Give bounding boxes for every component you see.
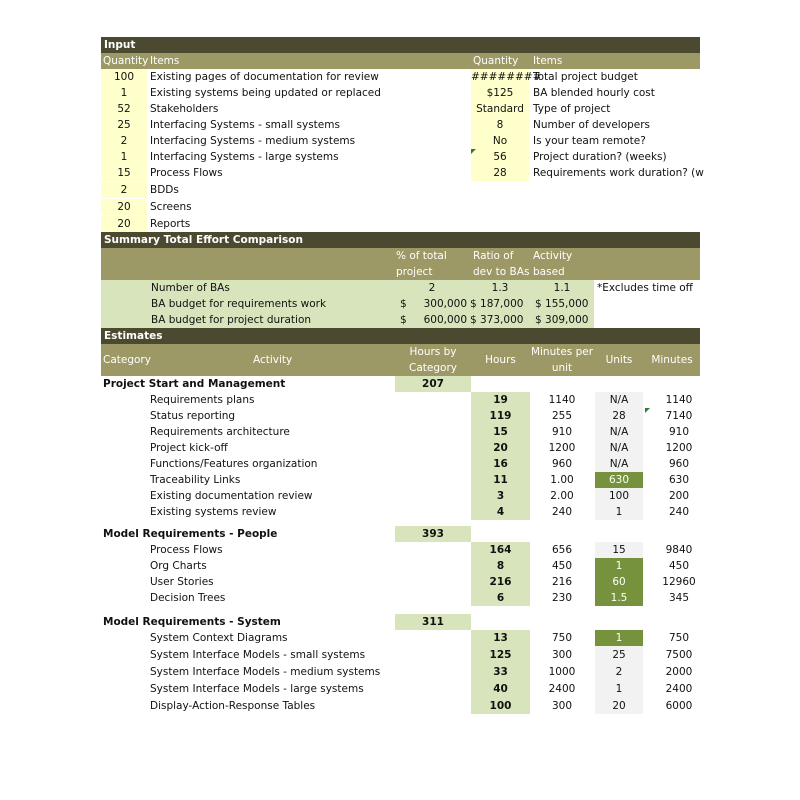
minutes-cell: 630 <box>668 474 690 486</box>
input-right-quantity-cell[interactable]: No <box>471 133 529 149</box>
estimates-activity-header: Activity <box>253 354 293 366</box>
input-right-item-label: Project duration? (weeks) <box>533 151 667 163</box>
comment-indicator <box>471 149 476 154</box>
units-cell[interactable]: N/A <box>609 458 629 470</box>
units-cell[interactable]: 1.5 <box>595 590 643 606</box>
input-right-quantity-cell[interactable]: $125 <box>471 85 529 101</box>
input-right-item-label: Number of developers <box>533 119 651 131</box>
units-cell[interactable]: 2 <box>615 666 623 678</box>
summary-col3-header-line1: Activity <box>533 250 573 262</box>
input-quantity-cell[interactable]: 1 <box>101 149 147 165</box>
estimates-minutes-header: Minutes <box>651 354 693 366</box>
input-quantity-cell[interactable]: 20 <box>101 216 147 232</box>
input-quantity-cell[interactable]: 52 <box>101 101 147 117</box>
activity-label: User Stories <box>150 576 214 588</box>
units-cell[interactable]: 25 <box>612 649 626 661</box>
category-hours-total: 311 <box>395 614 471 630</box>
activity-label: Functions/Features organization <box>150 458 318 470</box>
minutes-per-unit-cell: 656 <box>551 544 573 556</box>
units-cell[interactable]: 1 <box>615 683 623 695</box>
input-right-item-label: Total project budget <box>533 71 638 83</box>
estimates-mpu-header-line1: Minutes per <box>530 346 594 358</box>
summary-value-ratio: $ 373,000 <box>470 314 524 326</box>
minutes-per-unit-cell: 2400 <box>548 683 576 695</box>
input-right-quantity-header: Quantity <box>473 55 519 67</box>
input-item-label: Existing systems being updated or replaced <box>150 87 381 99</box>
minutes-cell: 9840 <box>665 544 693 556</box>
input-right-quantity-cell[interactable]: Standard <box>471 101 529 117</box>
activity-label: Existing documentation review <box>150 490 313 502</box>
summary-col2-header-line1: Ratio of <box>473 250 514 262</box>
input-quantity-cell[interactable]: 20 <box>101 199 147 215</box>
estimates-units-header: Units <box>605 354 633 366</box>
hours-cell: 8 <box>496 560 505 572</box>
activity-label: System Interface Models - small systems <box>150 649 366 661</box>
units-cell[interactable]: N/A <box>609 394 629 406</box>
hours-cell: 119 <box>489 410 512 422</box>
units-cell[interactable]: 60 <box>595 574 643 590</box>
minutes-per-unit-cell: 216 <box>551 576 573 588</box>
category-name: Model Requirements - People <box>103 528 278 540</box>
minutes-cell: 1200 <box>665 442 693 454</box>
activity-label: Process Flows <box>150 544 223 556</box>
summary-col3-header-line2: based <box>533 266 565 278</box>
minutes-cell: 12960 <box>662 576 696 588</box>
category-name: Project Start and Management <box>103 378 286 390</box>
hours-cell: 125 <box>489 649 512 661</box>
activity-label: Decision Trees <box>150 592 226 604</box>
minutes-per-unit-cell: 1000 <box>548 666 576 678</box>
input-item-label: Interfacing Systems - medium systems <box>150 135 356 147</box>
minutes-cell: 960 <box>668 458 690 470</box>
minutes-per-unit-cell: 750 <box>551 632 573 644</box>
units-cell[interactable]: N/A <box>609 442 629 454</box>
activity-label: Status reporting <box>150 410 236 422</box>
estimates-header-row <box>101 344 700 376</box>
estimates-category-header: Category <box>103 354 151 366</box>
summary-note: *Excludes time off <box>597 282 693 294</box>
input-right-quantity-cell[interactable]: ######## <box>471 71 542 83</box>
summary-header-row <box>101 248 700 280</box>
summary-left-pad <box>101 280 148 328</box>
summary-row-label: Number of BAs <box>151 282 230 294</box>
hours-cell: 13 <box>493 632 508 644</box>
estimates-hbc-header-line1: Hours by <box>409 346 457 358</box>
summary-value-pct: 2 <box>428 282 436 294</box>
input-right-item-label: Is your team remote? <box>533 135 646 147</box>
input-quantity-cell[interactable]: 100 <box>101 69 147 85</box>
minutes-per-unit-cell: 240 <box>551 506 573 518</box>
hours-cell: 6 <box>496 592 505 604</box>
activity-label: System Interface Models - medium systems <box>150 666 381 678</box>
input-item-label: Interfacing Systems - large systems <box>150 151 339 163</box>
input-item-label: BDDs <box>150 184 179 196</box>
units-cell[interactable]: 630 <box>595 472 643 488</box>
category-hours-total: 393 <box>395 526 471 542</box>
hours-cell: 100 <box>489 700 512 712</box>
minutes-cell: 1140 <box>665 394 693 406</box>
hours-cell: 4 <box>496 506 505 518</box>
input-right-quantity-cell[interactable]: 56 <box>471 149 529 165</box>
summary-section-title: Summary Total Effort Comparison <box>101 232 700 248</box>
minutes-cell: 910 <box>668 426 690 438</box>
minutes-cell: 7500 <box>665 649 693 661</box>
units-cell[interactable]: 1 <box>595 630 643 646</box>
input-items-header: Items <box>150 55 180 67</box>
summary-row-label: BA budget for requirements work <box>151 298 327 310</box>
input-right-item-label: BA blended hourly cost <box>533 87 655 99</box>
activity-label: Display-Action-Response Tables <box>150 700 316 712</box>
hours-cell: 19 <box>493 394 508 406</box>
units-cell[interactable]: N/A <box>609 426 629 438</box>
category-name: Model Requirements - System <box>103 616 281 628</box>
minutes-per-unit-cell: 230 <box>551 592 573 604</box>
units-cell[interactable]: 20 <box>612 700 626 712</box>
input-item-label: Interfacing Systems - small systems <box>150 119 340 131</box>
minutes-per-unit-cell: 1200 <box>548 442 576 454</box>
summary-value-activity: $ 155,000 <box>535 298 589 310</box>
input-item-label: Existing pages of documentation for review <box>150 71 379 83</box>
summary-value-ratio: 1.3 <box>491 282 509 294</box>
minutes-cell: 450 <box>668 560 690 572</box>
input-right-quantity-cell[interactable]: 28 <box>471 165 529 181</box>
estimates-hours-header: Hours <box>485 354 516 366</box>
minutes-per-unit-cell: 2.00 <box>550 490 574 502</box>
input-quantity-cell[interactable]: 15 <box>101 165 147 181</box>
minutes-cell: 750 <box>668 632 690 644</box>
input-item-label: Reports <box>150 218 191 230</box>
units-cell[interactable]: 1 <box>595 558 643 574</box>
summary-value-pct: 600,000 <box>423 314 467 326</box>
comment-indicator <box>645 408 650 413</box>
input-left-header <box>101 53 471 69</box>
summary-col2-header-line2: dev to BAs <box>473 266 530 278</box>
units-cell[interactable]: 28 <box>612 410 626 422</box>
hours-cell: 33 <box>493 666 508 678</box>
minutes-cell: 2000 <box>665 666 693 678</box>
activity-label: System Context Diagrams <box>150 632 288 644</box>
activity-label: Project kick-off <box>150 442 228 454</box>
minutes-per-unit-cell: 1.00 <box>550 474 574 486</box>
input-right-item-label: Type of project <box>533 103 611 115</box>
input-right-quantity-cell[interactable]: 8 <box>471 117 529 133</box>
minutes-per-unit-cell: 255 <box>551 410 573 422</box>
hours-cell: 40 <box>493 683 508 695</box>
summary-currency: $ <box>400 298 407 310</box>
hours-cell: 11 <box>493 474 508 486</box>
input-right-header <box>471 53 700 69</box>
activity-label: System Interface Models - large systems <box>150 683 364 695</box>
summary-value-ratio: $ 187,000 <box>470 298 524 310</box>
activity-label: Org Charts <box>150 560 207 572</box>
minutes-per-unit-cell: 300 <box>551 700 573 712</box>
activity-label: Requirements plans <box>150 394 255 406</box>
estimates-hbc-header-line2: Category <box>409 362 457 374</box>
category-hours-total: 207 <box>395 376 471 392</box>
minutes-per-unit-cell: 910 <box>551 426 573 438</box>
summary-row-label: BA budget for project duration <box>151 314 312 326</box>
activity-label: Requirements architecture <box>150 426 290 438</box>
input-quantity-header: Quantity <box>103 55 149 67</box>
minutes-cell: 6000 <box>665 700 693 712</box>
summary-col1-header-line1: % of total <box>396 250 447 262</box>
minutes-cell: 200 <box>668 490 690 502</box>
input-item-label: Screens <box>150 201 192 213</box>
input-quantity-cell[interactable]: 2 <box>101 182 147 198</box>
input-quantity-cell[interactable]: 1 <box>101 85 147 101</box>
input-right-item-label: Requirements work duration? (w <box>533 167 704 179</box>
input-section-title: Input <box>101 37 700 53</box>
summary-value-activity: 1.1 <box>553 282 571 294</box>
input-quantity-cell[interactable]: 25 <box>101 117 147 133</box>
hours-cell: 20 <box>493 442 508 454</box>
estimates-section-title: Estimates <box>101 328 700 344</box>
minutes-per-unit-cell: 450 <box>551 560 573 572</box>
minutes-cell: 345 <box>668 592 690 604</box>
hours-cell: 164 <box>489 544 512 556</box>
input-item-label: Process Flows <box>150 167 223 179</box>
input-right-items-header: Items <box>533 55 563 67</box>
units-cell[interactable]: 100 <box>608 490 630 502</box>
hours-cell: 15 <box>493 426 508 438</box>
input-quantity-cell[interactable]: 2 <box>101 133 147 149</box>
hours-cell: 16 <box>493 458 508 470</box>
minutes-per-unit-cell: 300 <box>551 649 573 661</box>
summary-value-pct: 300,000 <box>423 298 467 310</box>
minutes-cell: 240 <box>668 506 690 518</box>
activity-label: Traceability Links <box>150 474 241 486</box>
activity-label: Existing systems review <box>150 506 277 518</box>
minutes-cell: 7140 <box>665 410 693 422</box>
hours-cell: 216 <box>489 576 512 588</box>
summary-col1-header-line2: project <box>396 266 433 278</box>
input-item-label: Stakeholders <box>150 103 219 115</box>
minutes-cell: 2400 <box>665 683 693 695</box>
estimates-mpu-header-line2: unit <box>551 362 573 374</box>
summary-currency: $ <box>400 314 407 326</box>
summary-value-activity: $ 309,000 <box>535 314 589 326</box>
units-cell[interactable]: 1 <box>615 506 623 518</box>
minutes-per-unit-cell: 960 <box>551 458 573 470</box>
units-cell[interactable]: 15 <box>612 544 626 556</box>
hours-cell: 3 <box>496 490 505 502</box>
minutes-per-unit-cell: 1140 <box>548 394 576 406</box>
